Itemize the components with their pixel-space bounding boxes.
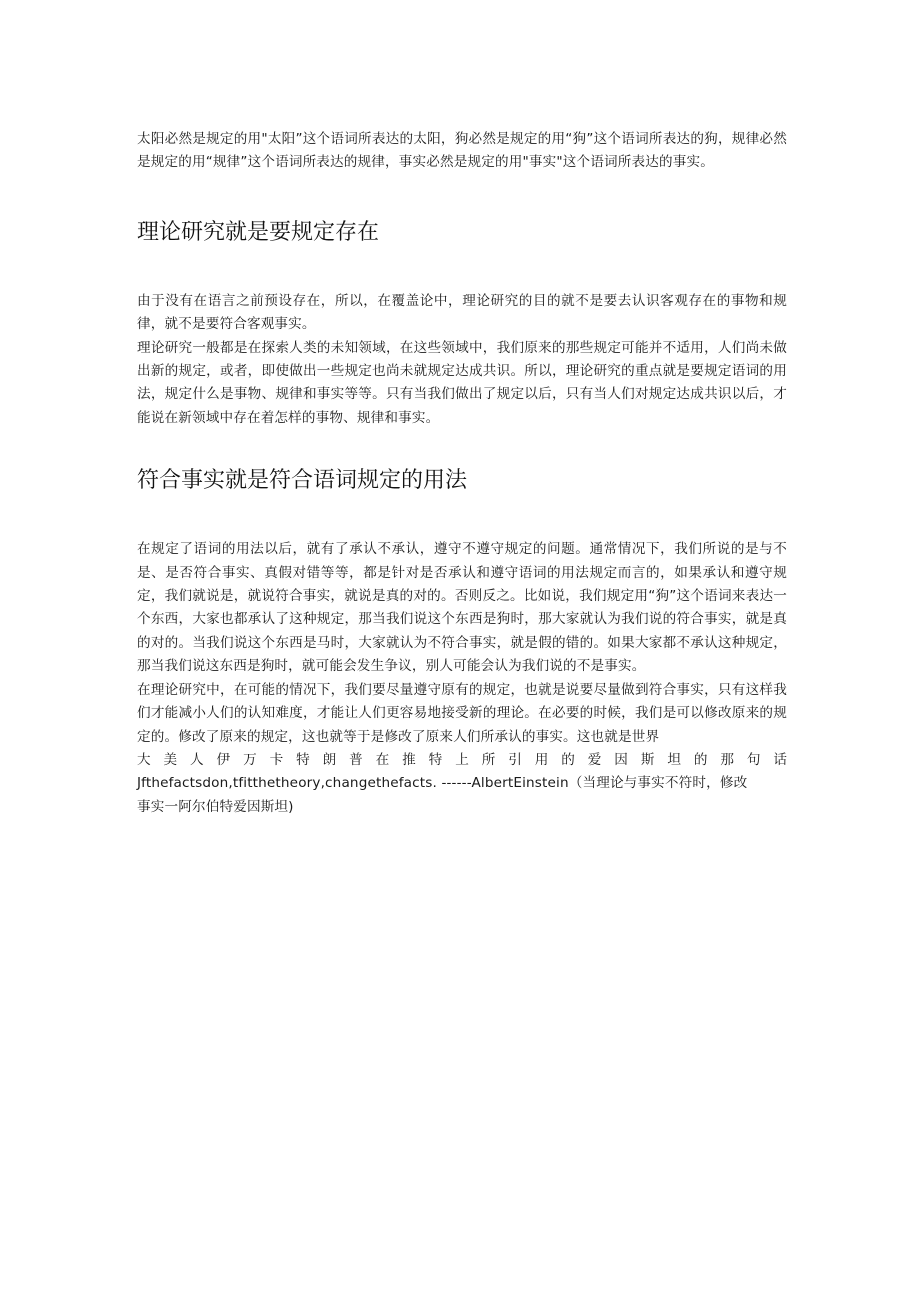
section-heading-conform-facts: 符合事实就是符合语词规定的用法 (137, 468, 468, 494)
section2-paragraph-1: 在规定了语词的用法以后，就有了承认不承认，遵守不遵守规定的问题。通常情况下，我们所说的是与不是、是否符合事实、真假对错等等，都是针对是否承认和遵守语词的用法规定而言的，如果承认和遵守规定，我们就说是，就说符合事实，就说是真的对的。否则反之。比如说，我们规定用“狗”这个语词来表达一个东西，大家也都承认了这种规定，那当我们说这个东西是狗时，那大家就认为我们说的符合事实，就是真的对的。当我们说这个东西是马时，大家就认为不符合事实，就是假的错的。如果大家都不承认这种规定，那当我们说这东西是狗时，就可能会发生争议，别人可能会认为我们说的不是事实。 (137, 541, 787, 675)
section-heading-theory-research: 理论研究就是要规定存在 (137, 219, 380, 245)
document-page (137, 128, 787, 819)
einstein-quote-line: Jfthefactsdon,tfitthetheory,changethefacts. ------AlbertEinstein（当理论与事实不符时，修改 (137, 775, 748, 792)
section2-spread-line: 大美人伊万卡特朗普在推特上所引用的爱因斯坦的那句话 (137, 751, 787, 768)
section1-paragraph-1: 由于没有在语言之前预设存在，所以，在覆盖论中，理论研究的目的就不是要去认识客观存在的事物和规律，就不是要符合客观事实。 (137, 292, 787, 333)
einstein-quote-translation-end: 事实一阿尔伯特爱因斯坦) (137, 798, 294, 815)
section1-paragraph-2: 理论研究一般都是在探索人类的未知领域，在这些领域中，我们原来的那些规定可能并不适用，人们尚未做出新的规定，或者，即使做出一些规定也尚未就规定达成共识。所以，理论研究的重点就是要规定语词的用法，规定什么是事物、规律和事实等等。只有当我们做出了规定以后，只有当人们对规定达成共识以后，才能说在新领域中存在着怎样的事物、规律和事实。 (137, 339, 787, 426)
section2-paragraph-2: 在理论研究中，在可能的情况下，我们要尽量遵守原有的规定，也就是说要尽量做到符合事实，只有这样我们才能减小人们的认知难度，才能让人们更容易地接受新的理论。在必要的时候，我们是可以修改原来的规定的。修改了原来的规定，这也就等于是修改了原来人们所承认的事实。这也就是世界 (137, 681, 787, 745)
intro-paragraph: 太阳必然是规定的用"太阳”这个语词所表达的太阳，狗必然是规定的用“狗”这个语词所表达的狗，规律必然是规定的用“规律”这个语词所表达的规律，事实必然是规定的用"事实"这个语词所表达的事实。 (137, 131, 787, 171)
